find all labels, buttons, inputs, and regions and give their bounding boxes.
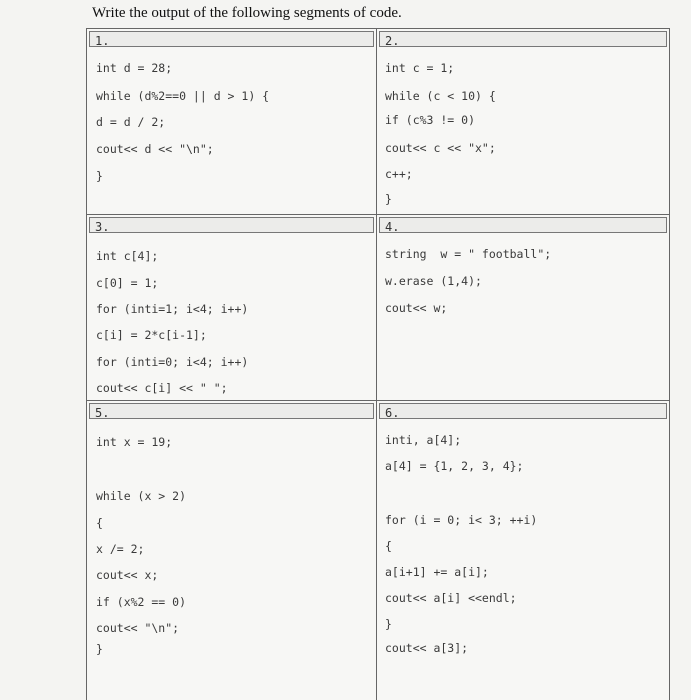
code-cell-4 <box>377 215 669 401</box>
cell-number-header <box>89 403 374 419</box>
code-line: while (c < 10) { <box>385 89 496 103</box>
code-line: x /= 2; <box>96 542 145 556</box>
code-cell-3 <box>87 215 377 401</box>
code-cell-5 <box>87 401 377 700</box>
code-line: w.erase (1,4); <box>385 274 482 288</box>
code-line: c++; <box>385 167 413 181</box>
code-line: } <box>385 617 392 631</box>
code-line: a[i+1] += a[i]; <box>385 565 489 579</box>
cell-number: 5. <box>95 406 110 420</box>
cell-number: 1. <box>95 34 110 48</box>
code-line: int d = 28; <box>96 61 173 75</box>
code-line: cout<< w; <box>385 301 448 315</box>
code-line: for (i = 0; i< 3; ++i) <box>385 513 538 527</box>
cell-number: 6. <box>385 406 400 420</box>
cell-number: 3. <box>95 220 110 234</box>
code-line: cout<< d << "\n"; <box>96 142 214 156</box>
cell-number-header <box>89 31 374 47</box>
code-line: cout<< x; <box>96 568 159 582</box>
cell-number: 2. <box>385 34 400 48</box>
code-line: cout<< c[i] << " "; <box>96 381 228 395</box>
code-table <box>86 28 670 700</box>
code-line: if (x%2 == 0) <box>96 595 187 609</box>
code-line: cout<< a[3]; <box>385 641 469 655</box>
cell-number-header <box>379 217 667 233</box>
code-line: while (x > 2) <box>96 489 187 503</box>
code-line: int x = 19; <box>96 435 173 449</box>
code-line: cout<< "\n"; <box>96 621 180 635</box>
code-cell-1 <box>87 29 377 215</box>
code-line: for (inti=1; i<4; i++) <box>96 302 249 316</box>
code-line: while (d%2==0 || d > 1) { <box>96 89 270 103</box>
code-line: inti, a[4]; <box>385 433 462 447</box>
code-line: } <box>385 192 392 206</box>
code-line: for (inti=0; i<4; i++) <box>96 355 249 369</box>
code-line: { <box>385 539 392 553</box>
code-line: d = d / 2; <box>96 115 166 129</box>
cell-number-header <box>89 217 374 233</box>
code-cell-2 <box>377 29 669 215</box>
code-line: int c[4]; <box>96 249 159 263</box>
code-line: string w = " football"; <box>385 247 552 261</box>
code-line: if (c%3 != 0) <box>385 113 476 127</box>
code-line: a[4] = {1, 2, 3, 4}; <box>385 459 524 473</box>
code-line: c[0] = 1; <box>96 276 159 290</box>
code-line: } <box>96 642 103 656</box>
code-line: int c = 1; <box>385 61 455 75</box>
cell-number: 4. <box>385 220 400 234</box>
code-cell-6 <box>377 401 669 700</box>
code-line: cout<< c << "x"; <box>385 141 496 155</box>
code-line: { <box>96 516 103 530</box>
page-title: Write the output of the following segments of code. <box>92 5 402 21</box>
cell-number-header <box>379 403 667 419</box>
code-line: } <box>96 169 103 183</box>
cell-number-header <box>379 31 667 47</box>
code-line: c[i] = 2*c[i-1]; <box>96 328 207 342</box>
code-line: cout<< a[i] <<endl; <box>385 591 517 605</box>
